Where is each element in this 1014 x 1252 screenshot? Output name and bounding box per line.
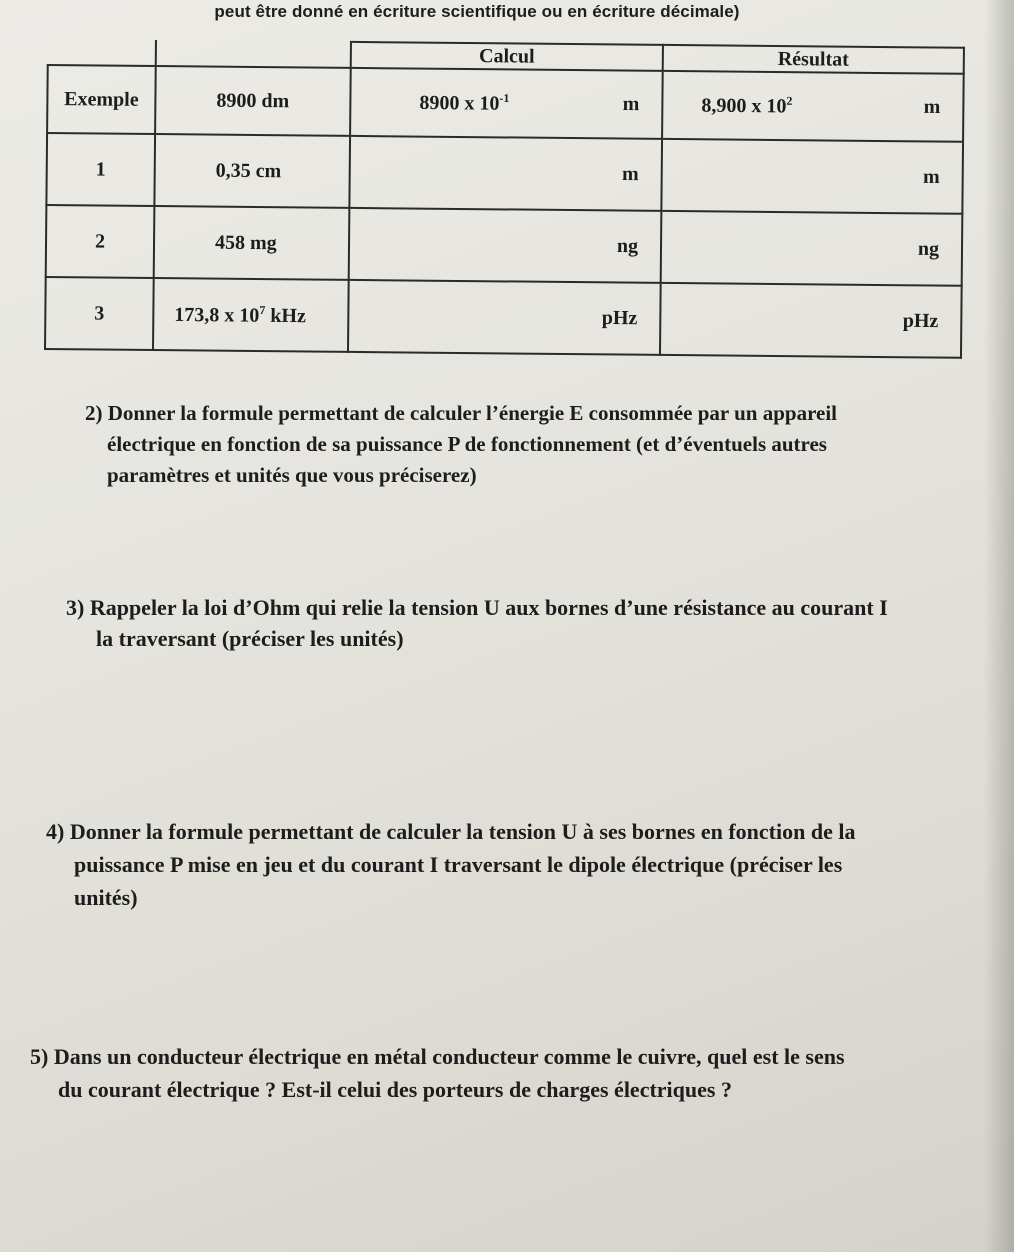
table-row (47, 65, 964, 142)
header-blank (156, 40, 351, 68)
row-label: Exemple (47, 65, 156, 134)
question-2-line: électrique en fonction de sa puissance P de fonctionnement (et d’éventuels autres (107, 432, 827, 456)
question-2 (85, 398, 915, 491)
question-3-line: la traversant (préciser les unités) (96, 626, 404, 651)
result-unit: m (923, 95, 941, 119)
conversion-table (44, 38, 965, 359)
calc-unit: ng (616, 234, 639, 258)
question-4-line: puissance P mise en jeu et du courant I traversant le dipole électrique (préciser les (74, 852, 843, 877)
result-cell[interactable] (661, 139, 963, 214)
calc-cell[interactable] (349, 136, 662, 211)
table-row (46, 205, 963, 286)
question-3-line: 3) Rappeler la loi d’Ohm qui relie la tension U aux bornes d’une résistance au courant I (66, 595, 888, 620)
intro-text: peut être donné en écriture scientifique ou en écriture décimale) (214, 2, 740, 21)
calc-expression: 8900 x $10^{-1}$ (419, 91, 510, 115)
question-2-line: 2) Donner la formule permettant de calculer l’énergie E consommée par un appareil (85, 401, 838, 425)
question-5 (30, 1040, 990, 1106)
row-value: 0,35 cm (154, 134, 350, 208)
result-unit: m (922, 165, 940, 189)
header-blank (48, 39, 156, 66)
table-row (46, 133, 963, 214)
result-unit: ng (917, 237, 940, 261)
row-value: 8900 dm (155, 66, 351, 136)
calc-cell[interactable] (350, 68, 663, 139)
calc-unit: m (622, 93, 640, 116)
result-expression: 8,900 x $10^2$ (701, 93, 793, 118)
table-row (45, 277, 962, 358)
row-label: 3 (45, 277, 154, 350)
question-5-line: du courant électrique ? Est-il celui des porteurs de charges électriques ? (58, 1077, 732, 1102)
calc-cell[interactable] (349, 208, 662, 283)
question-4-line: 4) Donner la formule permettant de calculer la tension U à ses bornes en fonction de la (46, 819, 856, 844)
row-value: 173,8 x $10^7$ kHz (153, 278, 349, 352)
question-3 (66, 592, 966, 654)
calc-cell[interactable] (348, 280, 661, 355)
question-5-line: 5) Dans un conducteur électrique en métal conducteur comme le cuivre, quel est le sens (30, 1044, 845, 1069)
header-calcul: Calcul (351, 42, 663, 71)
question-4-line: unités) (74, 885, 138, 910)
row-label: 2 (46, 205, 155, 278)
row-label: 1 (46, 133, 155, 206)
header-resultat: Résultat (663, 45, 964, 74)
question-4 (46, 815, 976, 914)
calc-unit: pHz (601, 306, 638, 330)
question-2-line: paramètres et unités que vous préciserez) (107, 463, 477, 487)
result-cell[interactable] (660, 283, 962, 358)
result-unit: pHz (902, 309, 939, 333)
result-cell[interactable] (661, 211, 963, 286)
result-cell[interactable] (662, 71, 964, 142)
calc-unit: m (621, 163, 639, 186)
row-value: 458 mg (154, 206, 350, 280)
